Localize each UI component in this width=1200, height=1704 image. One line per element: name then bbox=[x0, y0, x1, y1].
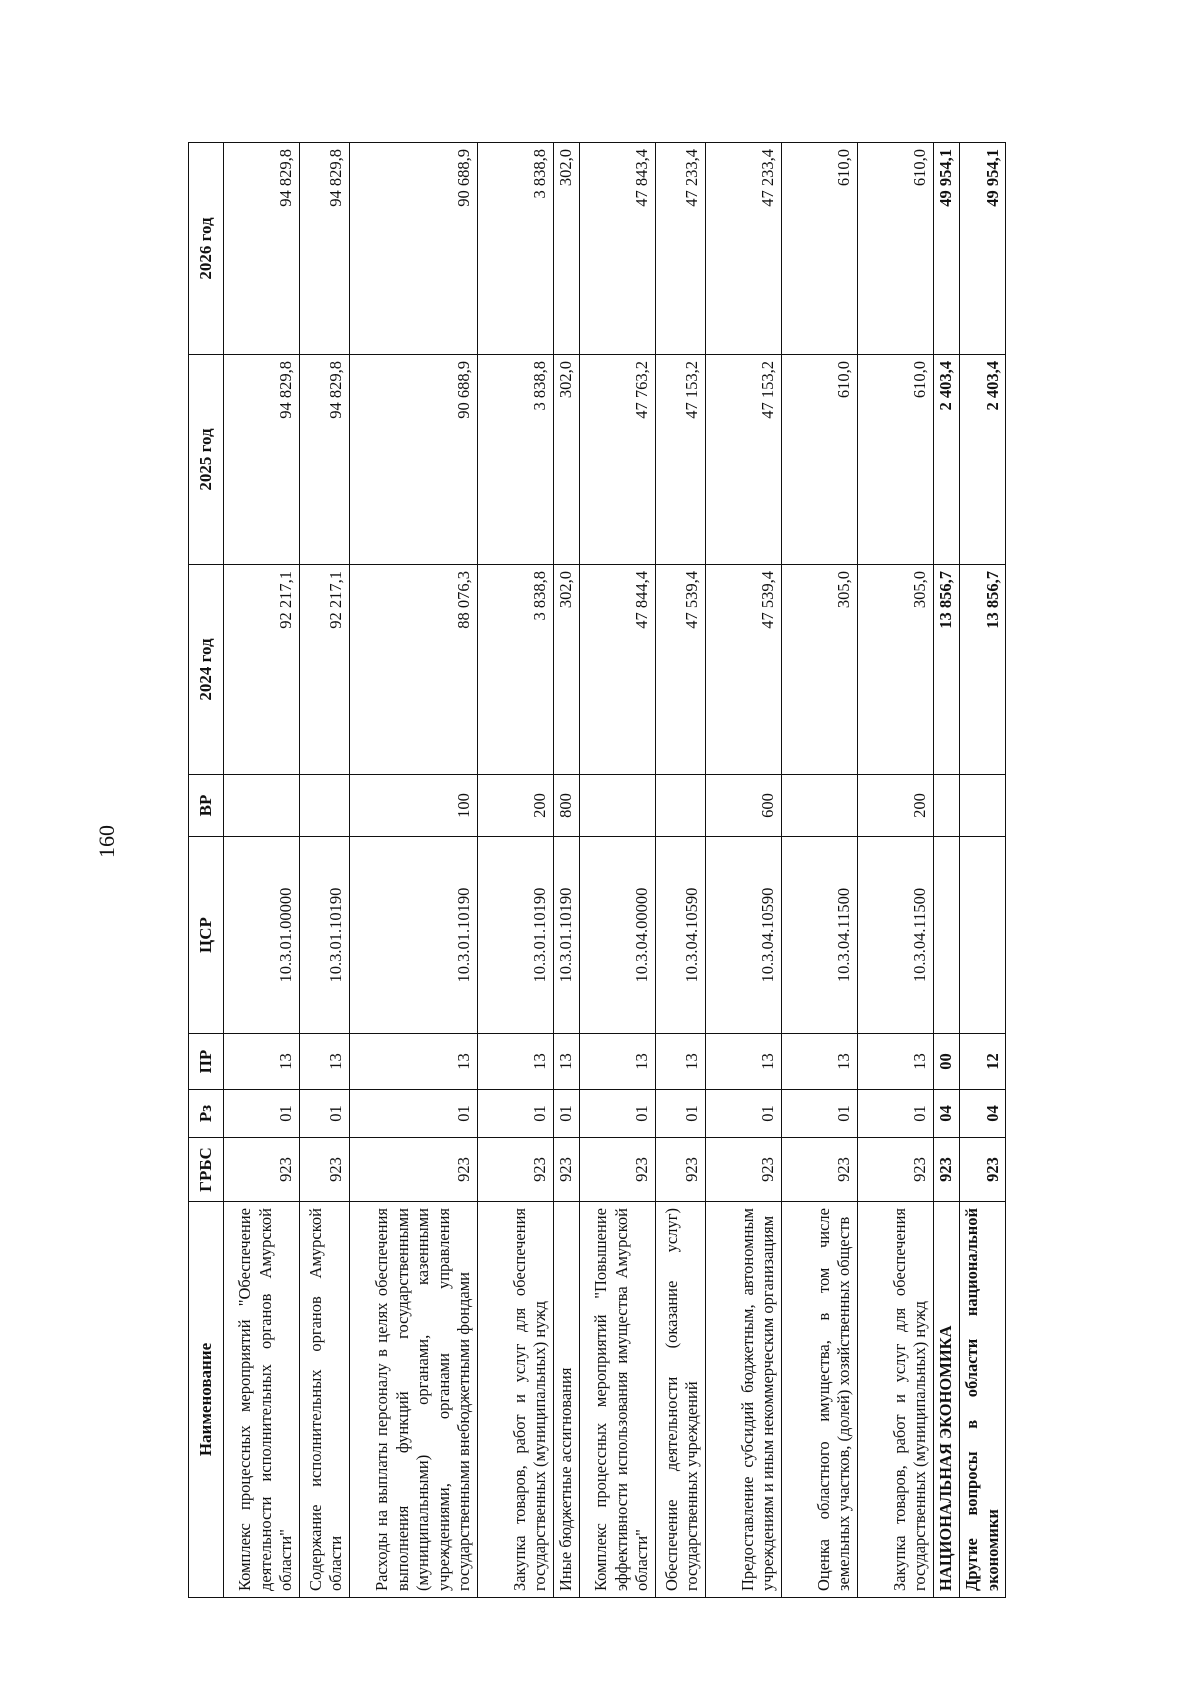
table-row bbox=[554, 143, 580, 1598]
header-grbs: ГРБС bbox=[189, 1138, 224, 1202]
cell-name: НАЦИОНАЛЬНАЯ ЭКОНОМИКА bbox=[934, 1202, 960, 1598]
cell-vr: 200 bbox=[478, 775, 554, 837]
cell-csr: 10.3.04.10590 bbox=[656, 837, 706, 1034]
cell-rz: 01 bbox=[656, 1090, 706, 1138]
cell-name: Иные бюджетные ассигнования bbox=[554, 1202, 580, 1598]
cell-pr: 13 bbox=[350, 1034, 478, 1090]
cell-rz: 01 bbox=[580, 1090, 656, 1138]
cell-2025: 94 829,8 bbox=[300, 355, 350, 565]
cell-2025: 90 688,9 bbox=[350, 355, 478, 565]
cell-grbs: 923 bbox=[580, 1138, 656, 1202]
cell-pr: 13 bbox=[554, 1034, 580, 1090]
cell-rz: 01 bbox=[224, 1090, 300, 1138]
cell-vr bbox=[960, 775, 1006, 837]
cell-2026: 94 829,8 bbox=[300, 143, 350, 355]
header-csr: ЦСР bbox=[189, 837, 224, 1034]
cell-grbs: 923 bbox=[350, 1138, 478, 1202]
cell-csr: 10.3.01.10190 bbox=[478, 837, 554, 1034]
cell-grbs: 923 bbox=[934, 1138, 960, 1202]
cell-csr: 10.3.01.10190 bbox=[300, 837, 350, 1034]
table-header-row bbox=[189, 143, 224, 1598]
cell-2025: 610,0 bbox=[782, 355, 858, 565]
cell-2026: 49 954,1 bbox=[934, 143, 960, 355]
table-row bbox=[782, 143, 858, 1598]
cell-2026: 90 688,9 bbox=[350, 143, 478, 355]
cell-vr bbox=[656, 775, 706, 837]
cell-pr: 13 bbox=[224, 1034, 300, 1090]
cell-csr: 10.3.01.10190 bbox=[554, 837, 580, 1034]
cell-name: Обеспечение деятельности (оказание услуг) государственных учреждений bbox=[656, 1202, 706, 1598]
cell-rz: 04 bbox=[934, 1090, 960, 1138]
cell-2025: 47 153,2 bbox=[656, 355, 706, 565]
cell-2024: 302,0 bbox=[554, 565, 580, 775]
cell-grbs: 923 bbox=[300, 1138, 350, 1202]
table-row bbox=[478, 143, 554, 1598]
cell-pr: 13 bbox=[300, 1034, 350, 1090]
cell-2026: 47 233,4 bbox=[706, 143, 782, 355]
cell-2026: 94 829,8 bbox=[224, 143, 300, 355]
table-row bbox=[224, 143, 300, 1598]
cell-2025: 302,0 bbox=[554, 355, 580, 565]
cell-csr bbox=[934, 837, 960, 1034]
cell-vr: 100 bbox=[350, 775, 478, 837]
cell-pr: 00 bbox=[934, 1034, 960, 1090]
cell-pr: 13 bbox=[656, 1034, 706, 1090]
cell-csr: 10.3.04.11500 bbox=[782, 837, 858, 1034]
cell-csr: 10.3.04.11500 bbox=[858, 837, 934, 1034]
cell-2024: 47 539,4 bbox=[706, 565, 782, 775]
cell-2025: 2 403,4 bbox=[934, 355, 960, 565]
cell-name: Закупка товаров, работ и услуг для обеспечения государственных (муниципальных) нужд bbox=[858, 1202, 934, 1598]
cell-pr: 13 bbox=[706, 1034, 782, 1090]
cell-2024: 305,0 bbox=[858, 565, 934, 775]
cell-2024: 92 217,1 bbox=[224, 565, 300, 775]
cell-grbs: 923 bbox=[554, 1138, 580, 1202]
cell-2025: 94 829,8 bbox=[224, 355, 300, 565]
cell-vr: 800 bbox=[554, 775, 580, 837]
table-row bbox=[706, 143, 782, 1598]
cell-2024: 3 838,8 bbox=[478, 565, 554, 775]
cell-grbs: 923 bbox=[478, 1138, 554, 1202]
cell-rz: 01 bbox=[300, 1090, 350, 1138]
table-row bbox=[580, 143, 656, 1598]
cell-2026: 47 843,4 bbox=[580, 143, 656, 355]
cell-2026: 302,0 bbox=[554, 143, 580, 355]
cell-name: Предоставление субсидий бюджетным, автономным учреждениям и иным некоммерческим организациям bbox=[706, 1202, 782, 1598]
cell-2024: 92 217,1 bbox=[300, 565, 350, 775]
cell-name: Расходы на выплаты персоналу в целях обеспечения выполнения функций государственными (муниципальными) органами, казенными учреждениями, органами управления государственными внебюджетными фондами bbox=[350, 1202, 478, 1598]
cell-vr: 200 bbox=[858, 775, 934, 837]
table-row bbox=[300, 143, 350, 1598]
cell-rz: 01 bbox=[706, 1090, 782, 1138]
cell-2025: 610,0 bbox=[858, 355, 934, 565]
cell-2025: 47 763,2 bbox=[580, 355, 656, 565]
header-2024: 2024 год bbox=[189, 565, 224, 775]
cell-grbs: 923 bbox=[706, 1138, 782, 1202]
cell-2025: 47 153,2 bbox=[706, 355, 782, 565]
table-row bbox=[960, 143, 1006, 1598]
cell-2024: 305,0 bbox=[782, 565, 858, 775]
table-row bbox=[934, 143, 960, 1598]
table-row bbox=[350, 143, 478, 1598]
cell-name: Содержание исполнительных органов Амурской области bbox=[300, 1202, 350, 1598]
budget-table bbox=[188, 142, 1006, 1598]
cell-csr: 10.3.01.10190 bbox=[350, 837, 478, 1034]
header-vr: ВР bbox=[189, 775, 224, 837]
cell-rz: 01 bbox=[858, 1090, 934, 1138]
cell-2026: 49 954,1 bbox=[960, 143, 1006, 355]
cell-vr bbox=[300, 775, 350, 837]
table-row bbox=[656, 143, 706, 1598]
cell-2026: 3 838,8 bbox=[478, 143, 554, 355]
cell-grbs: 923 bbox=[782, 1138, 858, 1202]
cell-2024: 47 844,4 bbox=[580, 565, 656, 775]
cell-name: Комплекс процессных мероприятий "Повышение эффективности использования имущества Амурской области" bbox=[580, 1202, 656, 1598]
rotated-page bbox=[188, 143, 1006, 1598]
header-2026: 2026 год bbox=[189, 143, 224, 355]
cell-pr: 12 bbox=[960, 1034, 1006, 1090]
cell-2025: 3 838,8 bbox=[478, 355, 554, 565]
cell-2024: 88 076,3 bbox=[350, 565, 478, 775]
cell-csr: 10.3.04.10590 bbox=[706, 837, 782, 1034]
cell-pr: 13 bbox=[858, 1034, 934, 1090]
cell-2024: 13 856,7 bbox=[960, 565, 1006, 775]
cell-name: Оценка областного имущества, в том числе земельных участков, (долей) хозяйственных обществ bbox=[782, 1202, 858, 1598]
cell-pr: 13 bbox=[478, 1034, 554, 1090]
cell-2024: 13 856,7 bbox=[934, 565, 960, 775]
cell-pr: 13 bbox=[782, 1034, 858, 1090]
cell-csr: 10.3.01.00000 bbox=[224, 837, 300, 1034]
cell-2024: 47 539,4 bbox=[656, 565, 706, 775]
cell-2026: 610,0 bbox=[782, 143, 858, 355]
header-pr: ПР bbox=[189, 1034, 224, 1090]
page-number: 160 bbox=[94, 825, 119, 858]
cell-rz: 01 bbox=[782, 1090, 858, 1138]
cell-name: Другие вопросы в области национальной экономики bbox=[960, 1202, 1006, 1598]
cell-vr bbox=[782, 775, 858, 837]
table-row bbox=[858, 143, 934, 1598]
cell-pr: 13 bbox=[580, 1034, 656, 1090]
cell-vr bbox=[934, 775, 960, 837]
cell-rz: 04 bbox=[960, 1090, 1006, 1138]
cell-csr: 10.3.04.00000 bbox=[580, 837, 656, 1034]
cell-vr bbox=[580, 775, 656, 837]
cell-vr bbox=[224, 775, 300, 837]
cell-rz: 01 bbox=[350, 1090, 478, 1138]
header-2025: 2025 год bbox=[189, 355, 224, 565]
header-rz: Рз bbox=[189, 1090, 224, 1138]
cell-grbs: 923 bbox=[858, 1138, 934, 1202]
cell-grbs: 923 bbox=[960, 1138, 1006, 1202]
cell-csr bbox=[960, 837, 1006, 1034]
cell-rz: 01 bbox=[478, 1090, 554, 1138]
cell-2026: 47 233,4 bbox=[656, 143, 706, 355]
cell-name: Комплекс процессных мероприятий "Обеспечение деятельности исполнительных органов Амурской области" bbox=[224, 1202, 300, 1598]
cell-name: Закупка товаров, работ и услуг для обеспечения государственных (муниципальных) нужд bbox=[478, 1202, 554, 1598]
cell-rz: 01 bbox=[554, 1090, 580, 1138]
cell-vr: 600 bbox=[706, 775, 782, 837]
cell-2025: 2 403,4 bbox=[960, 355, 1006, 565]
cell-2026: 610,0 bbox=[858, 143, 934, 355]
cell-grbs: 923 bbox=[224, 1138, 300, 1202]
header-name: Наименование bbox=[189, 1202, 224, 1598]
cell-grbs: 923 bbox=[656, 1138, 706, 1202]
